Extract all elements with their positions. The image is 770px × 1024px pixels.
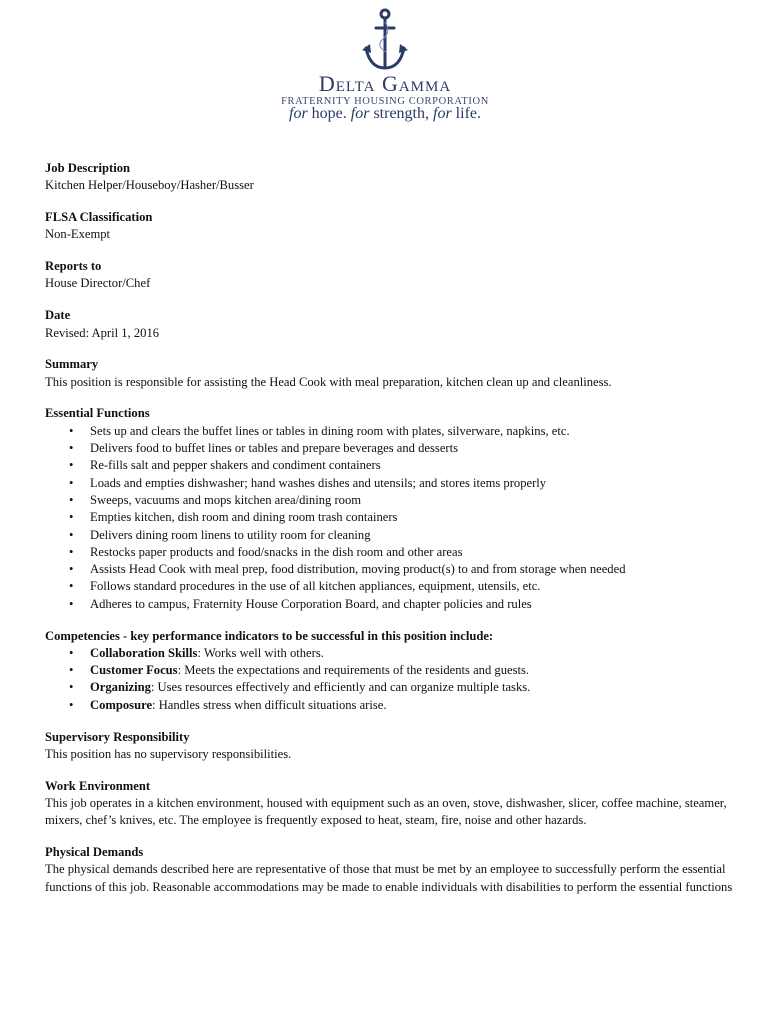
letterhead-logo (0, 8, 770, 128)
competency-term: Composure (90, 697, 153, 712)
competency-term: Customer Focus (90, 663, 178, 678)
section-supervisory (45, 729, 735, 764)
document-body (45, 160, 735, 910)
competency-desc: : Meets the expectations and requirements of the residents and guests. (177, 663, 530, 678)
section-flsa (45, 209, 735, 244)
competency-desc: : Handles stress when difficult situations arise. (152, 697, 387, 712)
list-item (45, 645, 735, 662)
section-text: Non-Exempt (45, 227, 111, 242)
essential-functions-list (45, 423, 735, 613)
section-text: Kitchen Helper/Houseboy/Hasher/Busser (45, 178, 254, 193)
section-text: This position is responsible for assisting the Head Cook with meal preparation, kitchen clean up and cleanliness. (45, 374, 612, 389)
section-heading: Competencies - key performance indicators to be successful in this position include: (45, 628, 494, 643)
list-item: • Empties kitchen, dish room and dining room trash containers (45, 509, 735, 526)
section-date (45, 307, 735, 342)
section-text: The physical demands described here are representative of those that must be met by an employee to successfully perform the essential functions of this job. Reasonable accommodations may be made to enable individuals with disabilities to perform the essential functions (45, 862, 733, 894)
brand-name: Delta Gamma (318, 71, 452, 96)
anchor-icon (362, 8, 408, 74)
competency-desc: : Uses resources effectively and efficiently and can organize multiple tasks. (150, 680, 531, 695)
section-heading: Job Description (45, 161, 131, 175)
section-heading: Supervisory Responsibility (45, 729, 190, 744)
section-text: This position has no supervisory responsibilities. (45, 746, 292, 761)
section-reports-to (45, 258, 735, 293)
section-heading: Date (45, 308, 71, 323)
section-heading: Work Environment (45, 778, 151, 793)
list-item: • Restocks paper products and food/snacks in the dish room and other areas (45, 544, 735, 561)
section-job-description (45, 160, 735, 195)
list-item: • Sets up and clears the buffet lines or tables in dining room with plates, silverware, napkins, etc. (45, 423, 735, 440)
brand-tagline: for hope. for strength, for life. (289, 105, 481, 122)
section-physical-demands (45, 844, 735, 896)
list-item: • Sweeps, vacuums and mops kitchen area/dining room (45, 492, 735, 509)
list-item: • Delivers dining room linens to utility room for cleaning (45, 527, 735, 544)
competency-desc: : Works well with others. (197, 645, 324, 660)
list-item: • Follows standard procedures in the use of all kitchen appliances, equipment, utensils, etc. (45, 578, 735, 595)
section-heading: Summary (45, 357, 99, 372)
section-summary (45, 356, 735, 391)
competencies-list (45, 645, 735, 714)
list-item: • Re-fills salt and pepper shakers and condiment containers (45, 457, 735, 474)
section-text: Revised: April 1, 2016 (45, 325, 160, 340)
section-competencies (45, 628, 735, 714)
list-item: • Delivers food to buffet lines or tables and prepare beverages and desserts (45, 440, 735, 457)
list-item: • Loads and empties dishwasher; hand washes dishes and utensils; and stores items properly (45, 475, 735, 492)
list-item (45, 662, 735, 679)
section-heading: Physical Demands (45, 845, 144, 859)
section-essential-functions (45, 405, 735, 613)
section-text: This job operates in a kitchen environment, housed with equipment such as an oven, stove, dishwasher, slicer, coffee machine, steamer, mixers, chef’s knives, etc. The employee is frequently exposed to heat, steam, fire, noise and other hazards. (45, 795, 727, 828)
list-item: • Adheres to campus, Fraternity House Corporation Board, and chapter policies and rules (45, 596, 735, 613)
competency-term: Organizing (90, 680, 151, 695)
brand-subtitle: FRATERNITY HOUSING CORPORATION (281, 96, 489, 107)
list-item (45, 697, 735, 714)
list-item: • Assists Head Cook with meal prep, food distribution, moving product(s) to and from storage when needed (45, 561, 735, 578)
competency-term: Collaboration Skills (90, 645, 198, 660)
section-heading: FLSA Classification (45, 210, 153, 225)
section-work-environment (45, 778, 735, 830)
list-item (45, 679, 735, 696)
section-heading: Essential Functions (45, 406, 150, 421)
section-text: House Director/Chef (45, 276, 151, 291)
section-heading: Reports to (45, 259, 102, 274)
